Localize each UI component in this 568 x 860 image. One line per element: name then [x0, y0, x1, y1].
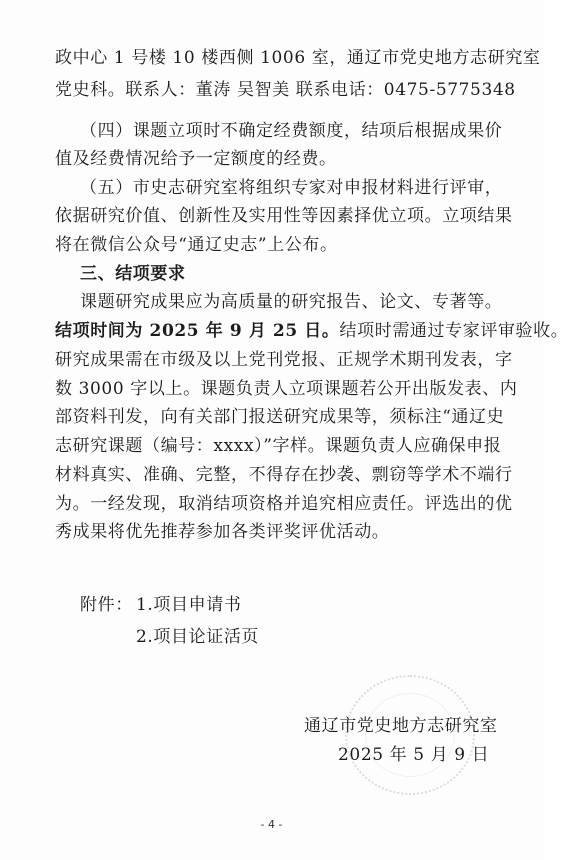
signature-date: 2025 年 5 月 9 日: [338, 745, 490, 765]
attachment-item-1: 1.项目申请书: [136, 595, 242, 615]
body-line-10: 研究成果需在市级及以上党刊党报、正规学术期刊发表，字: [55, 350, 513, 370]
body-line-9: [55, 320, 568, 342]
body-line-5: （五）市史志研究室将组织专家对申报材料进行评审，: [80, 178, 503, 198]
attachment-item-2: 2.项目论证活页: [136, 627, 260, 647]
deadline-rest-text: 结项时需通过专家评审验收。: [339, 321, 568, 341]
body-line-6: 依据研究价值、创新性及实用性等因素择优立项。立项结果: [55, 206, 513, 226]
section-heading-3: 三、结项要求: [80, 264, 186, 284]
body-line-4: 值及经费情况给予一定额度的经费。: [55, 149, 337, 169]
body-line-15: 为。一经发现，取消结项资格并追究相应责任。评选出的优: [55, 494, 513, 514]
attachments-label: 附件：: [80, 595, 133, 615]
body-line-1: 政中心 1 号楼 10 楼西侧 1006 室，通辽市党史地方志研究室: [55, 48, 541, 68]
body-line-11: 数 3000 字以上。课题负责人立项课题若公开出版发表、内: [55, 379, 518, 399]
body-line-7: 将在微信公众号“通辽史志”上公布。: [55, 235, 338, 255]
signature-organization: 通辽市党史地方志研究室: [304, 716, 498, 736]
page-number: - 4 -: [260, 818, 283, 831]
body-line-2: 党史科。联系人：董涛 吴智美 联系电话：0475-5775348: [55, 80, 516, 100]
body-line-16: 秀成果将优先推荐参加各类评奖评优活动。: [55, 522, 390, 542]
body-line-3: （四）课题立项时不确定经费额度，结项后根据成果价: [80, 121, 503, 141]
body-line-8: 课题研究成果应为高质量的研究报告、论文、专著等。: [80, 292, 503, 312]
deadline-bold-text: 结项时间为 2025 年 9 月 25 日。: [55, 321, 340, 341]
body-line-13: 志研究课题（编号：xxxx）”字样。课题负责人应确保申报: [55, 436, 502, 456]
body-line-14: 材料真实、准确、完整，不得存在抄袭、剽窃等学术不端行: [55, 465, 513, 485]
body-line-12: 部资料刊发，向有关部门报送研究成果等，须标注“通辽史: [55, 407, 505, 427]
